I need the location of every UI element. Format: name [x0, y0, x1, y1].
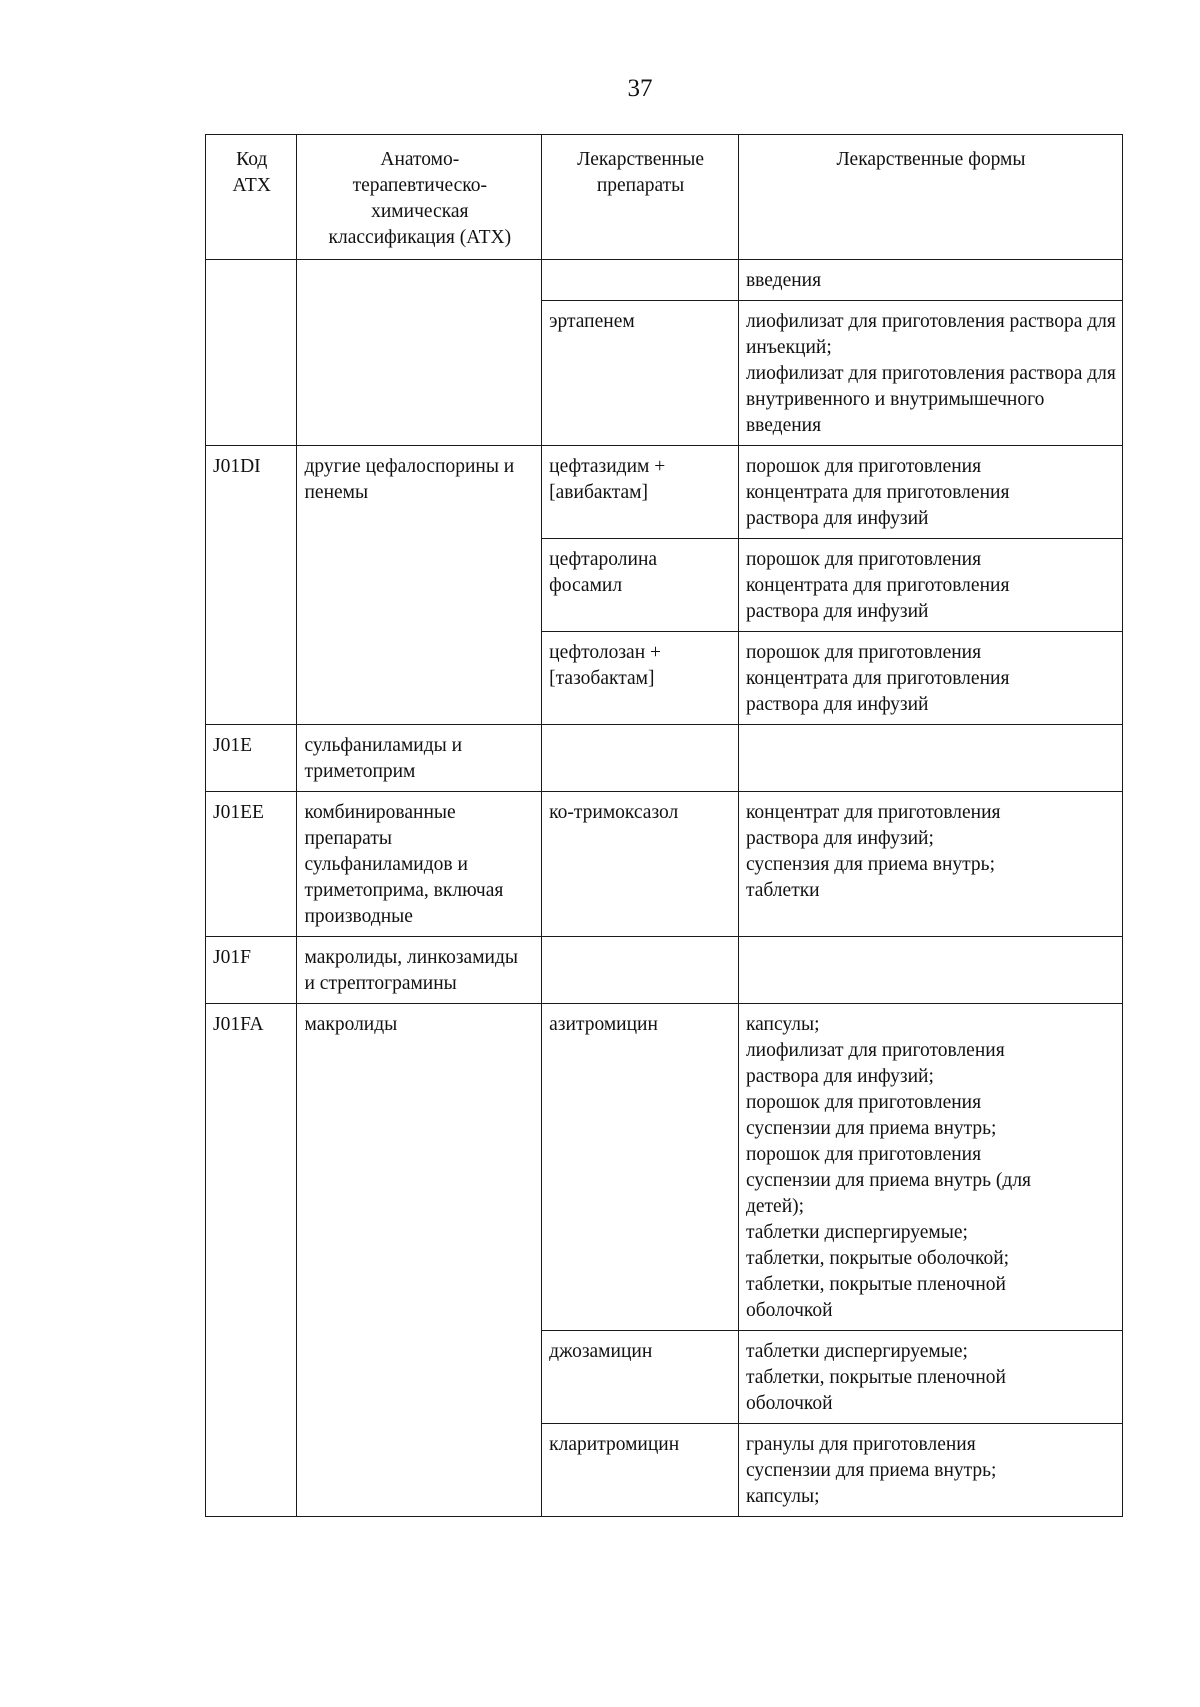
table-body — [206, 260, 1123, 1517]
drug-forms-cell: концентрат для приготовления раствора для инфузий; суспензия для приема внутрь; таблетки — [738, 792, 1122, 937]
atx-code-cell — [206, 260, 297, 446]
drug-forms-cell: порошок для приготовления концентрата для приготовления раствора для инфузий — [738, 446, 1122, 539]
atx-classification-cell: сульфаниламиды и триметоприм — [297, 725, 542, 792]
drug-forms-cell: порошок для приготовления концентрата для приготовления раствора для инфузий — [738, 539, 1122, 632]
table-row — [206, 937, 1123, 1004]
atx-code-cell: J01EE — [206, 792, 297, 937]
atx-code-cell: J01FA — [206, 1004, 297, 1517]
drug-forms-cell: введения — [738, 260, 1122, 301]
atx-classification-cell — [297, 260, 542, 446]
drug-name-cell: кларитромицин — [542, 1424, 739, 1517]
table-header — [206, 135, 1123, 260]
header-drugs: Лекарственные препараты — [542, 135, 739, 260]
drug-name-cell: цефтаролина фосамил — [542, 539, 739, 632]
atx-code-cell: J01DI — [206, 446, 297, 725]
drug-name-cell: цефтазидим + [авибактам] — [542, 446, 739, 539]
drug-forms-cell: капсулы; лиофилизат для приготовления раствора для инфузий; порошок для приготовления суспензии для приема внутрь; порошок для приготовления суспензии для приема внутрь (для детей); таблетки диспергируемые; таблетки, покрытые оболочкой; таблетки, покрытые пленочной оболочкой — [738, 1004, 1122, 1331]
table-row — [206, 1004, 1123, 1331]
drug-forms-cell: таблетки диспергируемые; таблетки, покрытые пленочной оболочкой — [738, 1331, 1122, 1424]
drug-name-cell: ко-тримоксазол — [542, 792, 739, 937]
table-row — [206, 725, 1123, 792]
page-number: 37 — [627, 75, 653, 102]
drug-forms-cell: лиофилизат для приготовления раствора для инъекций; лиофилизат для приготовления раствора для внутривенного и внутримышечного введения — [738, 301, 1122, 446]
drug-name-cell — [542, 725, 739, 792]
drug-name-cell: эртапенем — [542, 301, 739, 446]
drug-name-cell: азитромицин — [542, 1004, 739, 1331]
drug-name-cell — [542, 260, 739, 301]
atx-classification-cell: комбинированные препараты сульфаниламидов и триметоприма, включая производные — [297, 792, 542, 937]
atx-classification-cell: макролиды — [297, 1004, 542, 1517]
atx-table — [205, 134, 1123, 1517]
drug-name-cell — [542, 937, 739, 1004]
drug-forms-cell — [738, 725, 1122, 792]
drug-forms-cell: гранулы для приготовления суспензии для приема внутрь; капсулы; — [738, 1424, 1122, 1517]
table-row — [206, 446, 1123, 539]
drug-name-cell: джозамицин — [542, 1331, 739, 1424]
table-row — [206, 792, 1123, 937]
header-classification: Анатомо- терапевтическо- химическая классификация (АТХ) — [297, 135, 542, 260]
header-code: Код АТХ — [206, 135, 297, 260]
drug-forms-cell — [738, 937, 1122, 1004]
atx-code-cell: J01E — [206, 725, 297, 792]
drug-name-cell: цефтолозан + [тазобактам] — [542, 632, 739, 725]
atx-code-cell: J01F — [206, 937, 297, 1004]
atx-classification-cell: макролиды, линкозамиды и стрептограмины — [297, 937, 542, 1004]
header-forms: Лекарственные формы — [738, 135, 1122, 260]
drug-forms-cell: порошок для приготовления концентрата для приготовления раствора для инфузий — [738, 632, 1122, 725]
table-row — [206, 260, 1123, 301]
header-row — [206, 135, 1123, 260]
atx-classification-cell: другие цефалоспорины и пенемы — [297, 446, 542, 725]
